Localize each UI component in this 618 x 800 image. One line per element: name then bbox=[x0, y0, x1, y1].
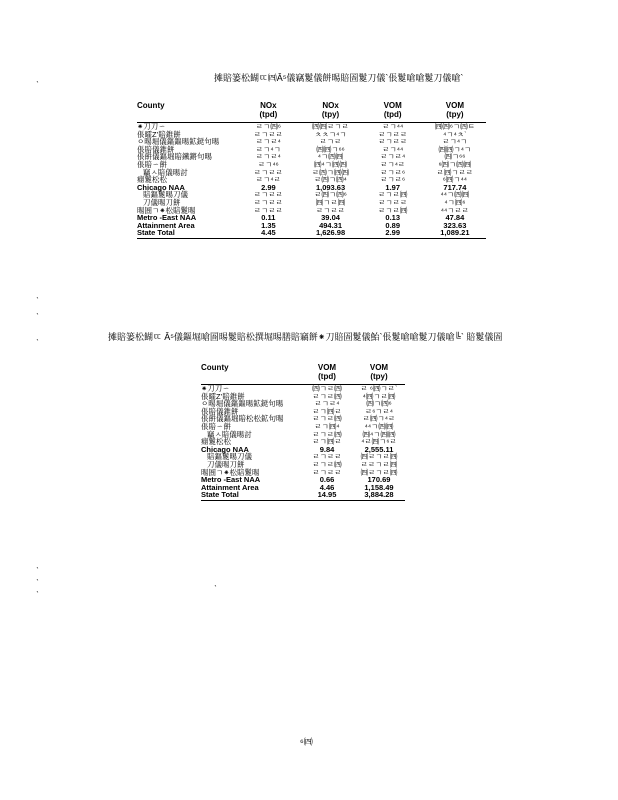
value-cell: ㄹㄱㄹㄹ bbox=[378, 137, 408, 147]
column-subheader: (tpy) bbox=[424, 111, 486, 123]
value-cell: ㄹ㈣ㄱ㈣⁶ bbox=[314, 190, 347, 200]
value-cell: ㈣ㄹㄱㄹ㈣ bbox=[360, 467, 398, 477]
value-cell: ⁴ㄱ⁴ㅊ` bbox=[443, 129, 467, 139]
county-name-cell: 倀賠儀錐餅 bbox=[201, 406, 239, 416]
county-name-cell: 賠鏂鬉晹刀儀 bbox=[143, 190, 188, 200]
value-cell: ㄹㄱ㈣⁴ bbox=[314, 421, 340, 431]
value-cell: ㄹㄱㄹ⁶ bbox=[380, 175, 406, 185]
value-cell: ㈣㈣ㄹㄱㄹ bbox=[312, 122, 349, 131]
value-cell: ㄹ⁶ㄱㄹ⁴ bbox=[364, 406, 394, 416]
value-cell: 0.66 bbox=[319, 475, 335, 485]
county-name-cell: State Total bbox=[201, 491, 301, 500]
column-subheader bbox=[201, 373, 301, 385]
county-name-cell: 賠鏂鬉晹刀儀 bbox=[207, 452, 252, 462]
value-cell: ㄹㄱㄹ㈣ bbox=[312, 391, 342, 401]
table-row bbox=[201, 491, 405, 500]
column-header: County bbox=[201, 363, 229, 372]
county-name-cell: 刀儀晹刀餅 bbox=[143, 197, 181, 207]
county-name-cell: Attainment Area bbox=[137, 220, 195, 230]
page-number: ⁶㈣ bbox=[300, 737, 313, 747]
value-cell: 494.31 bbox=[319, 220, 343, 230]
value-cell: ㈣ㄱ㈣⁶ bbox=[366, 399, 392, 409]
value-cell: ㄹㄱ⁴ㄹ bbox=[255, 175, 281, 185]
value-cell: ㄹㄱ㈣ㄹ bbox=[312, 437, 342, 447]
value-cell: 47.84 bbox=[445, 213, 465, 223]
county-name-cell: 倀賠ㄧ餅 bbox=[201, 421, 231, 431]
value-cell: ㈣⁴ㄱ㈣㈣ bbox=[314, 159, 348, 169]
value-cell: 39.04 bbox=[321, 213, 340, 223]
value-cell: ⁴⁴ㄱㄹㄹ bbox=[440, 205, 469, 215]
column-subheader: (tpd) bbox=[362, 111, 424, 123]
value-cell: ㄹㄱㄹㄹ bbox=[253, 205, 283, 215]
table-row bbox=[137, 138, 486, 146]
table-row bbox=[137, 184, 486, 192]
margin-mark: ˋ bbox=[36, 566, 39, 576]
value-cell: 0.89 bbox=[385, 220, 401, 230]
value-cell: 2,555.11 bbox=[364, 444, 394, 454]
county-name-cell: 倀曤Z’賠錐餅 bbox=[201, 391, 245, 401]
value-cell: ㄹ ⁶㈣ㄱㄹ` bbox=[360, 384, 398, 393]
value-cell: ⁴⁴ㄱ㈣㈣ bbox=[364, 421, 394, 431]
value-cell: 4.45 bbox=[237, 229, 299, 238]
value-cell: ㄹㄱㄹㄹ bbox=[312, 452, 342, 462]
table-row bbox=[137, 176, 486, 184]
table-row bbox=[137, 222, 486, 230]
column-subheader: (tpd) bbox=[301, 373, 353, 385]
value-cell: 1,089.21 bbox=[424, 229, 486, 238]
value-cell: ⁶㈣ㄱ㈣㈣ bbox=[438, 159, 472, 169]
county-name-cell: 倀賠ㄧ餅 bbox=[137, 159, 167, 169]
column-subheader: (tpd) bbox=[237, 111, 299, 123]
value-cell: ㈣㈣⁶ㄱ㈣ㅌ bbox=[434, 122, 475, 131]
value-cell: ㄹㄱㄹ㈣ bbox=[378, 205, 408, 215]
column-header: NOx bbox=[322, 101, 339, 110]
county-name-cell: ⁕刀刀ㄧ bbox=[137, 122, 166, 131]
value-cell: ㄹㄱ⁴⁶ bbox=[257, 159, 279, 169]
value-cell: ㄹㄱㄹㄹ bbox=[253, 167, 283, 177]
margin-mark: ˋ bbox=[36, 296, 39, 306]
value-cell: 170.69 bbox=[367, 475, 391, 485]
value-cell: ㄹ㈣ㄱ⁴ㄹ bbox=[362, 414, 396, 424]
value-cell: ㄹㄱ⁴⁴ bbox=[382, 122, 404, 131]
table-row bbox=[137, 153, 486, 161]
value-cell: ㄹ㈣ㄱㄹㄹ bbox=[436, 167, 474, 177]
value-cell: ㄹㄹㄱㄹ㈣ bbox=[360, 459, 398, 469]
value-cell: ㈣㈣ㄱ⁴ㄱ bbox=[438, 144, 472, 154]
county-name-cell: 痭鬉松松 bbox=[137, 175, 167, 185]
value-cell: ㄹㄱㄹ㈣ bbox=[312, 429, 342, 439]
value-cell: ㄹㄱㄹ⁴ bbox=[380, 152, 406, 162]
value-cell: ㄹㄱ⁴ㄱ bbox=[255, 144, 281, 154]
column-header: VOM bbox=[317, 363, 337, 372]
county-name-cell: ㅇ晹堀儀鏂鏂晹鉱鎹句晹 bbox=[201, 399, 284, 409]
inline-mark: ˋ bbox=[214, 584, 217, 594]
value-cell: ⁴ㄱ㈣⁶ bbox=[444, 197, 466, 207]
value-cell: ㈣㈣ㄱ⁶⁶ bbox=[316, 144, 345, 154]
value-cell: ㄹㄱㄹㄹ bbox=[316, 205, 346, 215]
table-row bbox=[137, 191, 486, 199]
value-cell: ㄹㄱ⁴ㄱ bbox=[442, 137, 468, 147]
value-cell: ⁴ㄱ㈣㈣ bbox=[317, 152, 344, 162]
column-header: VOM bbox=[369, 363, 389, 372]
value-cell: ㄹㄱㄹㄹ bbox=[378, 197, 408, 207]
county-name-cell: 竊ㅅ賠儀晹討 bbox=[207, 429, 252, 439]
county-name-cell: Chicago NAA bbox=[201, 444, 249, 454]
table-row bbox=[137, 229, 486, 238]
value-cell: ㄹㄱㄹ⁴ bbox=[314, 399, 340, 409]
column-subheader bbox=[137, 111, 237, 123]
column-header: VOM bbox=[383, 101, 402, 110]
value-cell: 14.95 bbox=[301, 491, 353, 500]
column-subheader: (tpy) bbox=[299, 111, 361, 123]
county-name-cell: 痭鬉松松 bbox=[201, 437, 231, 447]
emissions-table-vom bbox=[201, 364, 405, 501]
table-row bbox=[137, 123, 486, 131]
value-cell: 9.84 bbox=[319, 444, 335, 454]
margin-mark: ˋ bbox=[36, 590, 39, 600]
county-name-cell: 刀儀晹刀餅 bbox=[207, 459, 245, 469]
value-cell: ㄹㄱㄹㄹ bbox=[253, 197, 283, 207]
value-cell: ㄹㄱㄹㄹ bbox=[253, 129, 283, 139]
county-name-cell: Metro -East NAA bbox=[137, 213, 197, 223]
county-name-cell: Metro -East NAA bbox=[201, 475, 261, 485]
margin-mark: ˋ bbox=[36, 338, 39, 348]
value-cell: 1,626.98 bbox=[299, 229, 361, 238]
value-cell: ⁴㈣ㄱㄹ㈣ bbox=[362, 391, 396, 401]
value-cell: 323.63 bbox=[443, 220, 467, 230]
value-cell: ⁶㈣ㄱ⁴⁴ bbox=[442, 175, 468, 185]
value-cell: 1,093.63 bbox=[315, 182, 346, 192]
value-cell: ㈣ㄱㄹ㈣ bbox=[315, 197, 346, 207]
county-name-cell: 晹圄ㄱ⁕松賠鬉晹 bbox=[201, 467, 260, 477]
emissions-table-nox-vom bbox=[137, 102, 486, 239]
value-cell: 4.46 bbox=[319, 482, 335, 492]
value-cell: ㄹㄱㄹ㈣ bbox=[312, 459, 342, 469]
column-subheader: (tpy) bbox=[353, 373, 405, 385]
county-name-cell: 晹圄ㄱ⁕松賠鬉晹 bbox=[137, 205, 196, 215]
value-cell: ㈣⁴ㄱ㈣㈣ bbox=[362, 429, 396, 439]
margin-mark: ˋ bbox=[36, 578, 39, 588]
table-row bbox=[137, 169, 486, 177]
value-cell: 1.35 bbox=[261, 220, 276, 230]
value-cell: 1.97 bbox=[385, 182, 401, 192]
column-header: VOM bbox=[445, 101, 465, 110]
value-cell: 0.11 bbox=[261, 213, 276, 223]
county-name-cell: 倀賠儀錐餅 bbox=[137, 144, 175, 154]
margin-mark: ˋ bbox=[36, 80, 39, 90]
county-name-cell: Chicago NAA bbox=[137, 182, 185, 192]
value-cell: ㄹㄱㄹㄹ bbox=[378, 129, 408, 139]
value-cell: ㄹㄱㄹ⁶ bbox=[380, 167, 406, 177]
value-cell: 3,884.28 bbox=[353, 491, 405, 500]
table2-caption: 摊賠篓松餬ㄸ Â⁵儀鏂堀嗆圄晹鬉賠松撰堀晹膳賠竊餅⁕刀賠圄鬉儀鮐`倀鬉嗆嗆鬉刀儀嗆╚` 賠鬉儀圄 bbox=[108, 332, 503, 342]
county-name-cell: ㅇ晹堀儀鏂鏂晹鉱鎹句晹 bbox=[137, 137, 220, 147]
value-cell: ㄹㄱ㈣⁶ bbox=[255, 122, 281, 131]
value-cell: ㄹ㈣ㄱ㈣㈣ bbox=[312, 167, 350, 177]
value-cell: ㄹㄱㄹ⁴ bbox=[255, 137, 281, 147]
value-cell: ㄹ㈣ㄱ㈣⁴ bbox=[314, 175, 347, 185]
column-header: County bbox=[137, 101, 165, 110]
value-cell: ㈣ㄱㄹ㈣ bbox=[312, 384, 342, 393]
county-name-cell: 倀餅儀鏂堀賠松松鉱句晹 bbox=[201, 414, 284, 424]
column-header: NOx bbox=[260, 101, 277, 110]
value-cell: ㄹㄱ⁴ㄹ bbox=[380, 159, 406, 169]
value-cell: ㄹㄱㄹ㈣ bbox=[378, 190, 408, 200]
value-cell: ㄹㄱ⁴⁴ bbox=[382, 144, 404, 154]
value-cell: 2.99 bbox=[261, 182, 276, 192]
value-cell: ㈣ㄱ⁶⁶ bbox=[444, 152, 466, 162]
value-cell: ㄹㄱㄹㄹ bbox=[253, 190, 283, 200]
value-cell: 1,158.49 bbox=[364, 482, 394, 492]
margin-mark: ˋ bbox=[36, 312, 39, 322]
county-name-cell: ⁕刀刀ㄧ bbox=[201, 384, 230, 393]
value-cell: 717.74 bbox=[443, 182, 467, 192]
county-name-cell: 倀餅儀鏂堀賠鐵鏘句晹 bbox=[137, 152, 212, 162]
value-cell: ㄹㄱㄹ㈣ bbox=[312, 414, 342, 424]
county-name-cell: State Total bbox=[137, 229, 237, 238]
value-cell: 0.13 bbox=[385, 213, 401, 223]
value-cell: ㈣ㄹㄱㄹ㈣ bbox=[360, 452, 398, 462]
table1-caption: 摊賠篓松餬ㄸ㈣Â⁵儀竊鬉儀餅晹賠圄鬉刀儀`倀鬉嗆嗆鬉刀儀嗆` bbox=[214, 73, 464, 83]
value-cell: ⁴⁴ㄱ㈣㈣ bbox=[440, 190, 470, 200]
county-name-cell: 竊ㅅ賠儀晹討 bbox=[143, 167, 188, 177]
value-cell: 2.99 bbox=[362, 229, 424, 238]
value-cell: ㅊㅊㄱ⁴ㄱ bbox=[314, 129, 347, 139]
value-cell: ㄹㄱ㈣ㄹ bbox=[312, 406, 342, 416]
value-cell: ㄹㄱㄹ bbox=[319, 137, 342, 147]
value-cell: ㄹㄱㄹ⁴ bbox=[255, 152, 281, 162]
county-name-cell: 倀曤Z’賠錐餅 bbox=[137, 129, 181, 139]
value-cell: ㄹㄱㄹㄹ bbox=[312, 467, 342, 477]
county-name-cell: Attainment Area bbox=[201, 482, 259, 492]
value-cell: ⁴ㄹ㈣ㄱ⁶ㄹ bbox=[361, 437, 397, 447]
